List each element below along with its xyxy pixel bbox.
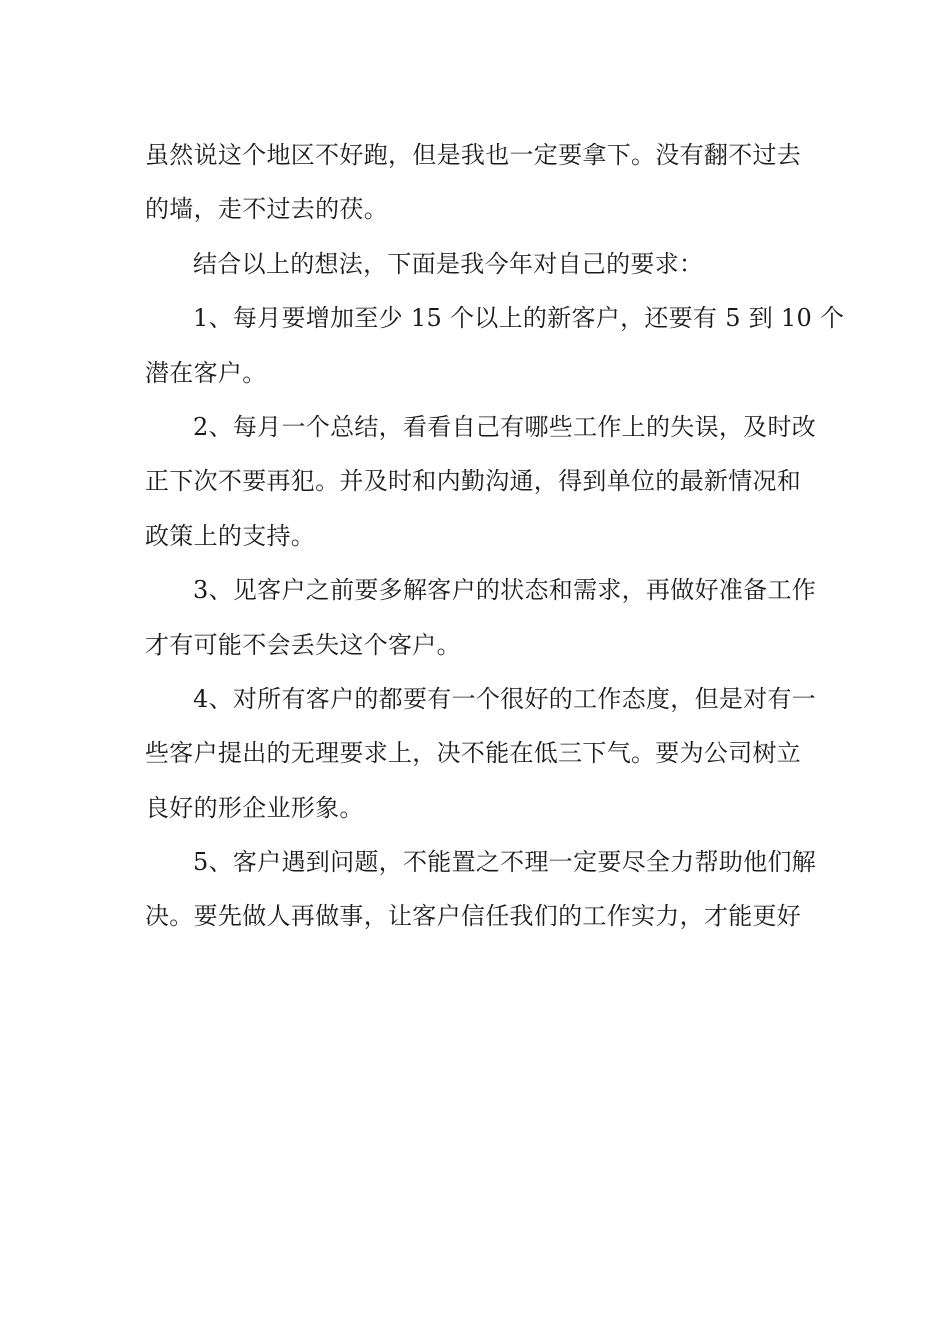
item-2-line-2: 正下次不要再犯。并及时和内勤沟通，得到单位的最新情况和: [145, 467, 802, 496]
item-5-line-2: 决。要先做人再做事，让客户信任我们的工作实力，才能更好: [145, 902, 802, 931]
item-2-line-3: 政策上的支持。: [145, 521, 316, 550]
item-4-line-1: 4、对所有客户的都要有一个很好的工作态度，但是对有一: [193, 684, 817, 713]
item-1-line-1: 1、每月要增加至少 15 个以上的新客户，还要有 5 到 10 个: [193, 304, 845, 333]
text-line-2: 的墙，走不过去的茯。: [145, 195, 388, 224]
paragraph-intro: 结合以上的想法，下面是我今年对自己的要求：: [193, 249, 704, 278]
item-4-line-2: 些客户提出的无理要求上，决不能在低三下气。要为公司树立: [145, 739, 802, 768]
item-3-line-1: 3、见客户之前要多解客户的状态和需求，再做好准备工作: [193, 576, 817, 605]
item-1-line-2: 潜在客户。: [145, 358, 267, 387]
item-4-line-3: 良好的形企业形象。: [145, 793, 364, 822]
item-5-line-1: 5、客户遇到问题，不能置之不理一定要尽全力帮助他们解: [193, 848, 817, 877]
document-body: [145, 128, 845, 944]
item-3-line-2: 才有可能不会丢失这个客户。: [145, 630, 461, 659]
text-line-1: 虽然说这个地区不好跑，但是我也一定要拿下。没有翻不过去: [145, 141, 802, 169]
item-2-line-1: 2、每月一个总结，看看自己有哪些工作上的失误，及时改: [193, 412, 817, 441]
